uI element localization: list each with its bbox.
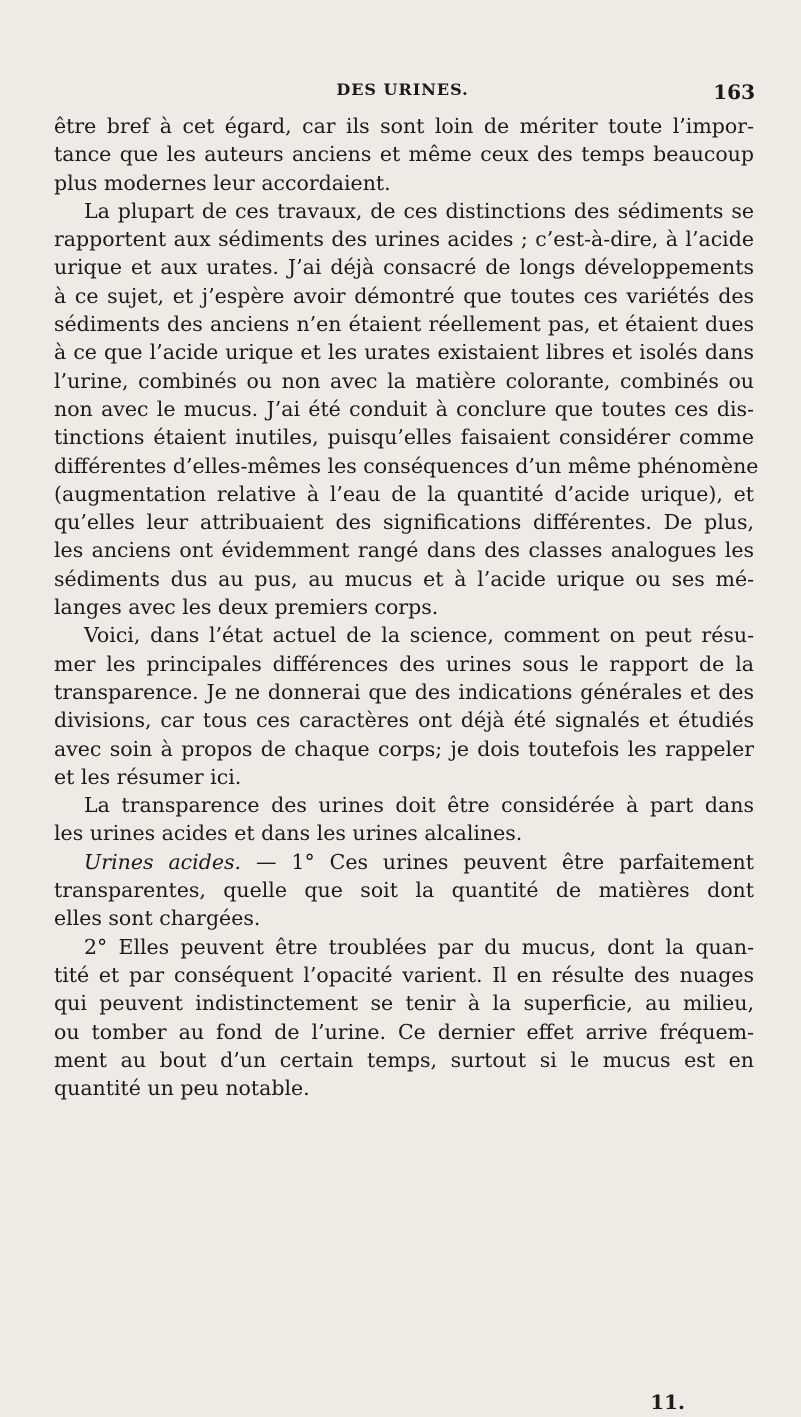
page-number: 163 bbox=[713, 80, 755, 104]
text-line: tance que les auteurs anciens et même ceux des temps beaucoup bbox=[54, 142, 754, 167]
text-line: différentes d’elles-mêmes les conséquences d’un même phénomène bbox=[54, 453, 759, 478]
body-text bbox=[54, 112, 759, 1102]
text-line: quantité un peu notable. bbox=[54, 1076, 310, 1101]
text-line: Urines acides. — 1° Ces urines peuvent être parfaitement bbox=[84, 849, 754, 874]
text-line: (augmentation relative à l’eau de la quantité d’acide urique), et bbox=[54, 481, 754, 506]
running-head bbox=[50, 80, 755, 110]
text-line: non avec le mucus. J’ai été conduit à conclure que toutes ces dis- bbox=[54, 396, 754, 421]
text-line: être bref à cet égard, car ils sont loin de mériter toute l’impor- bbox=[54, 114, 754, 138]
running-title: DES URINES. bbox=[336, 80, 469, 99]
text-line: ou tomber au fond de l’urine. Ce dernier effet arrive fréquem- bbox=[54, 1019, 754, 1044]
text-line: qu’elles leur attribuaient des significations différentes. De plus, bbox=[54, 510, 754, 535]
text-line: elles sont chargées. bbox=[54, 906, 261, 931]
text-line: transparence. Je ne donnerai que des indications générales et des bbox=[54, 679, 754, 704]
text-line: à ce sujet, et j’espère avoir démontré que toutes ces variétés des bbox=[54, 283, 754, 308]
text-line: rapportent aux sédiments des urines acides ; c’est-à-dire, à l’acide bbox=[54, 227, 754, 252]
text-line: et les résumer ici. bbox=[54, 764, 242, 789]
text-line: avec soin à propos de chaque corps; je dois toutefois les rappeler bbox=[54, 736, 754, 761]
text-line: 2° Elles peuvent être troublées par du mucus, dont la quan- bbox=[84, 934, 754, 959]
signature-mark: 11. bbox=[650, 1390, 685, 1414]
text-line: La plupart de ces travaux, de ces distinctions des sédiments se bbox=[84, 198, 754, 223]
text-line: divisions, car tous ces caractères ont déjà été signalés et étudiés bbox=[54, 708, 754, 733]
text-line: plus modernes leur accordaient. bbox=[54, 170, 391, 195]
text-line: tinctions étaient inutiles, puisqu’elles faisaient considérer comme bbox=[54, 425, 754, 450]
text-line: tité et par conséquent l’opacité varient. Il en résulte des nuages bbox=[54, 962, 754, 987]
text-line: langes avec les deux premiers corps. bbox=[54, 595, 439, 620]
text-line: transparentes, quelle que soit la quantité de matières dont bbox=[54, 878, 754, 903]
text-line: mer les principales différences des urines sous le rapport de la bbox=[54, 651, 754, 676]
text-line: urique et aux urates. J’ai déjà consacré de longs développements bbox=[54, 255, 754, 280]
text-line: sédiments des anciens n’en étaient réellement pas, et étaient dues bbox=[54, 312, 754, 337]
text-line: ment au bout d’un certain temps, surtout si le mucus est en bbox=[54, 1047, 754, 1072]
text-line: les anciens ont évidemment rangé dans des classes analogues les bbox=[54, 538, 754, 563]
text-line: les urines acides et dans les urines alcalines. bbox=[54, 821, 523, 846]
text-line: l’urine, combinés ou non avec la matière colorante, combinés ou bbox=[54, 368, 754, 393]
text-line: La transparence des urines doit être considérée à part dans bbox=[84, 793, 754, 818]
text-line: qui peuvent indistinctement se tenir à la superficie, au milieu, bbox=[54, 991, 754, 1016]
text-line: à ce que l’acide urique et les urates existaient libres et isolés dans bbox=[54, 340, 754, 365]
text-line: sédiments dus au pus, au mucus et à l’acide urique ou ses mé- bbox=[54, 566, 754, 591]
text-line: Voici, dans l’état actuel de la science, comment on peut résu- bbox=[84, 623, 754, 648]
